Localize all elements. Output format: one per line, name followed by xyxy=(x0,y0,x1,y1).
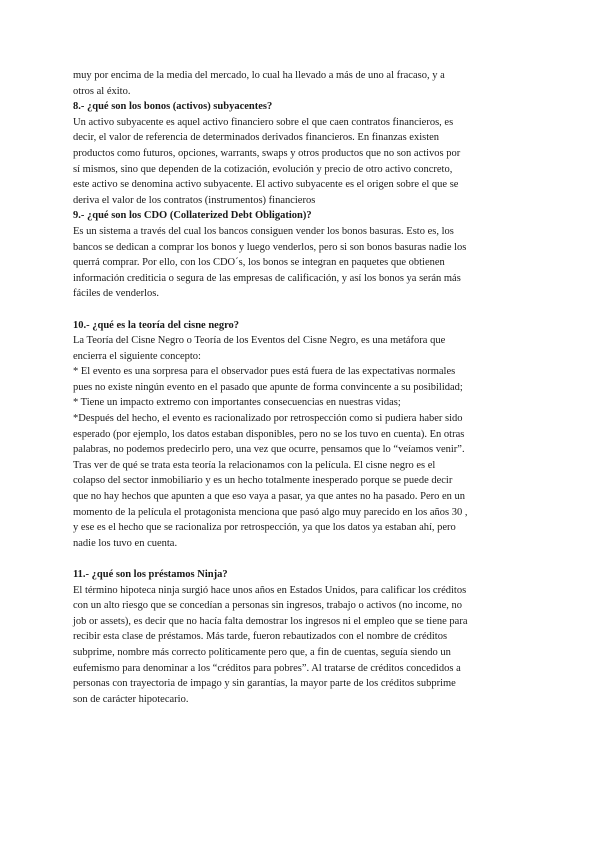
text-line: Tras ver de qué se trata esta teoría la relacionamos con la película. El cisne negro es el xyxy=(73,459,436,471)
text-line: * Tiene un impacto extremo con importantes consecuencias en nuestras vidas; xyxy=(73,397,401,409)
text-line: *Después del hecho, el evento es racionalizado por retrospección como si pudiera haber sido xyxy=(73,413,463,425)
text-line: que no hay hechos que apunten a que eso vaya a pasar, ya que antes no ha pasado. Pero en un xyxy=(73,491,466,503)
text-line: muy por encima de la media del mercado, lo cual ha llevado a más de uno al fracaso, y a xyxy=(73,70,445,81)
text-line: son de carácter hipotecario. xyxy=(73,693,189,705)
paragraph-gap xyxy=(73,551,533,567)
text-line: otros al éxito. xyxy=(73,85,131,97)
section-q9 xyxy=(73,208,533,302)
text-line: momento de la película el protagonista menciona que pasó algo muy parecido en los años 30 , xyxy=(73,506,468,518)
text-line: información crediticia o segura de las empresas de calificación, y así los bonos ya serán más xyxy=(73,272,461,284)
text-line: sí mismos, sino que dependen de la cotización, evolución y precio de otro activo concreto, xyxy=(73,163,453,175)
paragraph-gap xyxy=(73,302,533,318)
text-line: La Teoría del Cisne Negro o Teoría de los Eventos del Cisne Negro, es una metáfora que xyxy=(73,335,446,347)
document-page xyxy=(73,68,533,707)
text-line: El término hipoteca ninja surgió hace unos años en Estados Unidos, para calificar los créditos xyxy=(73,584,467,596)
text-line: Un activo subyacente es aquel activo financiero sobre el que caen contratos financieros, es xyxy=(73,116,454,128)
text-line: colapso del sector inmobiliario y es un hecho totalmente inesperado porque se puede decir xyxy=(73,475,453,487)
text-line: decir, el valor de referencia de determinados derivados financieros. En finanzas existen xyxy=(73,132,440,144)
text-line: encierra el siguiente concepto: xyxy=(73,350,201,362)
section-heading: 11.- ¿qué son los préstamos Ninja? xyxy=(73,569,228,580)
text-line: personas con trayectoria de impago y sin garantías, la mayor parte de los créditos subprime xyxy=(73,678,456,690)
text-line: y ese es el hecho que se racionaliza por retrospección, ya que los datos ya estaban ahí, pero xyxy=(73,522,456,534)
section-q10 xyxy=(73,318,533,552)
text-line: deriva el valor de los contratos (instrumentos) financieros xyxy=(73,194,316,206)
section-heading: 8.- ¿qué son los bonos (activos) subyacentes? xyxy=(73,101,273,113)
section-q11 xyxy=(73,567,533,707)
text-line: Es un sistema a través del cual los bancos consiguen vender los bonos basuras. Esto es, los xyxy=(73,225,454,237)
text-line: eufemismo para denominar a los “créditos para pobres”. Al tratarse de créditos concedidos a xyxy=(73,662,461,674)
text-line: productos como futuros, opciones, warrants, swaps y otros productos que no son activos por xyxy=(73,147,461,159)
text-line: bancos se dedican a comprar los bonos y luego venderlos, pero si son bonos basuras nadie los xyxy=(73,241,467,253)
section-heading: 9.- ¿qué son los CDO (Collaterized Debt Obligation)? xyxy=(73,210,312,222)
text-line: nadie los tuvo en cuenta. xyxy=(73,537,178,549)
text-line: querrá comprar. Por ello, con los CDO´s, los bonos se integran en paquetes que obtienen xyxy=(73,257,445,269)
text-line: fáciles de venderlos. xyxy=(73,288,160,300)
text-line: * El evento es una sorpresa para el observador pues está fuera de las expectativas normales xyxy=(73,366,456,378)
text-line: este activo se denomina activo subyacente. El activo subyacente es el origen sobre el que se xyxy=(73,179,459,191)
intro-paragraph xyxy=(73,68,533,99)
text-line: recibir esta clase de préstamos. Más tarde, fueron rebautizados con el nombre de créditos xyxy=(73,631,448,643)
text-line: esperado (por ejemplo, los datos estaban disponibles, pero no se los tuvo en cuenta). En otras xyxy=(73,428,465,440)
text-line: palabras, no podemos predecirlo pero, una vez que ocurre, pensamos que lo “veíamos venir”. xyxy=(73,444,465,456)
section-q8 xyxy=(73,99,533,208)
text-line: subprime, nombre más correcto políticamente pero que, a fin de cuentas, seguía siendo un xyxy=(73,646,451,658)
text-line: job or assets), es decir que no hacía falta demostrar los ingresos ni el empleo que se tiene para xyxy=(73,615,468,627)
text-line: pues no existe ningún evento en el pasado que apunte de forma convincente a su posibilidad; xyxy=(73,381,463,393)
section-heading: 10.- ¿qué es la teoría del cisne negro? xyxy=(73,319,240,331)
text-line: con un alto riesgo que se concedían a personas sin ingresos, trabajo o activos (no income, no xyxy=(73,600,462,612)
